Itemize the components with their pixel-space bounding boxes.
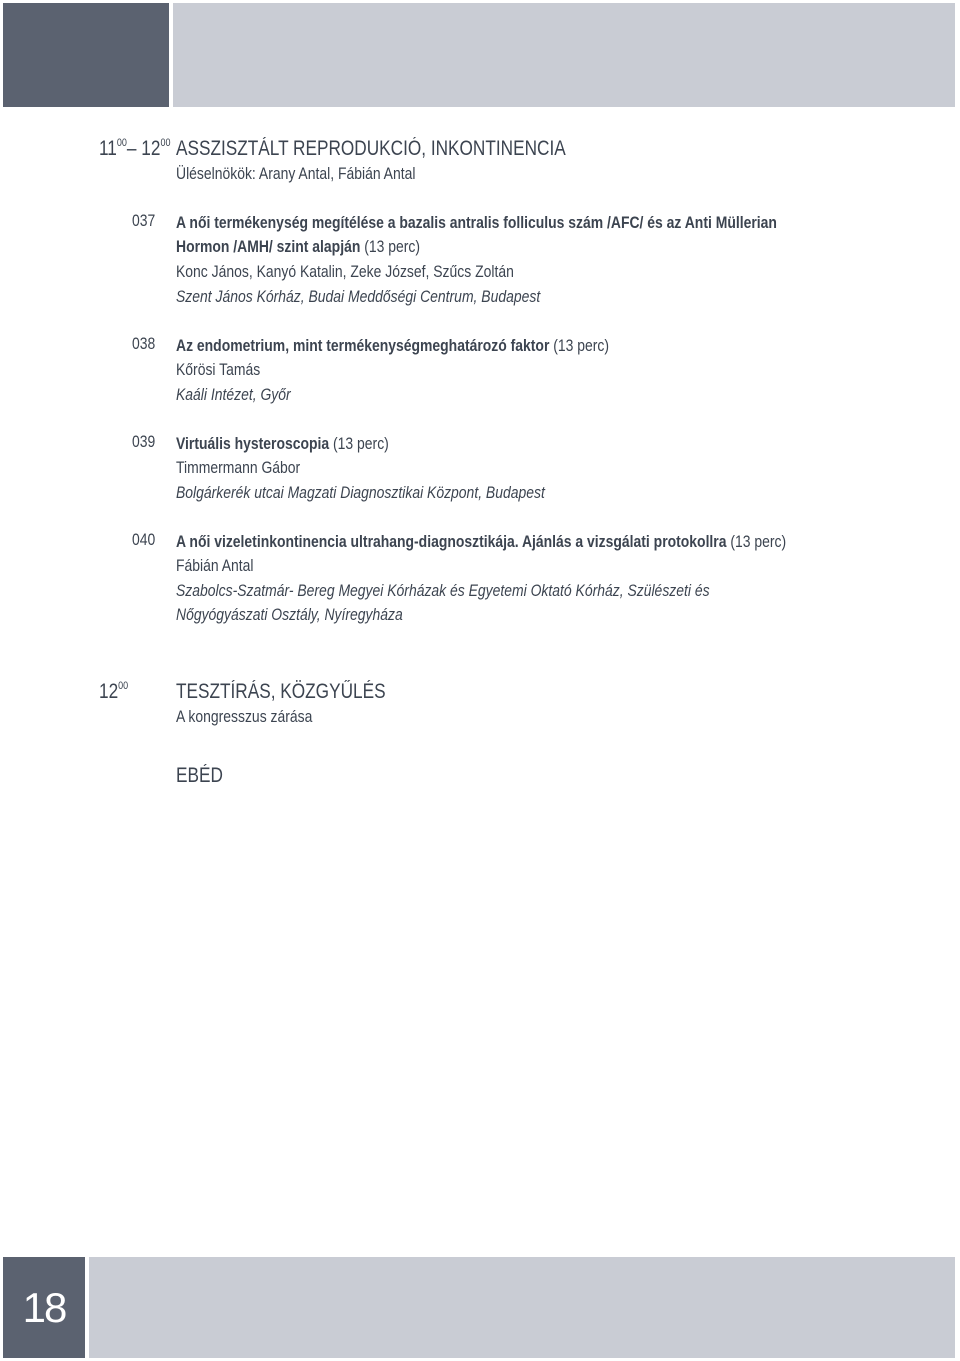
talk-number: 040	[132, 530, 156, 549]
session-title: TESZTÍRÁS, KÖZGYŰLÉS	[176, 680, 386, 703]
talk-title: A női termékenység megítélése a bazalis antralis folliculus szám /AFC/ és az Anti Müllerian	[176, 213, 777, 232]
talk-affiliation: Bolgárkerék utcai Magzati Diagnosztikai Központ, Budapest	[176, 483, 545, 502]
footer-light-band	[89, 1257, 955, 1358]
talk-affiliation: Szabolcs-Szatmár- Bereg Megyei Kórházak és Egyetemi Oktató Kórház, Szülészeti és	[176, 581, 710, 600]
talk-affiliation: Kaáli Intézet, Győr	[176, 385, 291, 404]
talk-title-cont: Hormon /AMH/ szint alapján (13 perc)	[176, 237, 421, 256]
page-number: 18	[22, 1283, 66, 1331]
talk-number: 038	[132, 334, 156, 353]
talk-authors: Timmermann Gábor	[176, 458, 301, 477]
session-time: $12^{00}$	[99, 680, 129, 703]
session-title: ASSZISZTÁLT REPRODUKCIÓ, INKONTINENCIA	[176, 137, 566, 160]
talk-number: 039	[132, 432, 156, 451]
header-light-band	[173, 3, 955, 107]
session-time: $11^{00}-$ $12^{00}$	[99, 137, 171, 160]
talk-number: 037	[132, 211, 156, 230]
talk-title: Az endometrium, mint termékenységmeghatározó faktor (13 perc)	[176, 336, 610, 355]
session-subtitle: A kongresszus zárása	[176, 707, 313, 726]
talk-authors: Fábián Antal	[176, 556, 254, 575]
talk-affiliation: Szent János Kórház, Budai Meddőségi Centrum, Budapest	[176, 287, 541, 306]
talk-title: Virtuális hysteroscopia (13 perc)	[176, 434, 389, 453]
session-chairs: Üléselnökök: Arany Antal, Fábián Antal	[176, 164, 416, 183]
talk-affiliation-cont: Nőgyógyászati Osztály, Nyíregyháza	[176, 605, 403, 624]
talk-authors: Kőrösi Tamás	[176, 360, 261, 379]
talk-authors: Konc János, Kanyó Katalin, Zeke József, Szűcs Zoltán	[176, 262, 514, 281]
lunch-label: EBÉD	[176, 764, 223, 787]
header-dark-block	[3, 3, 169, 107]
talk-title: A női vizeletinkontinencia ultrahang-diagnosztikája. Ajánlás a vizsgálati protokollra (13 perc)	[176, 532, 787, 551]
